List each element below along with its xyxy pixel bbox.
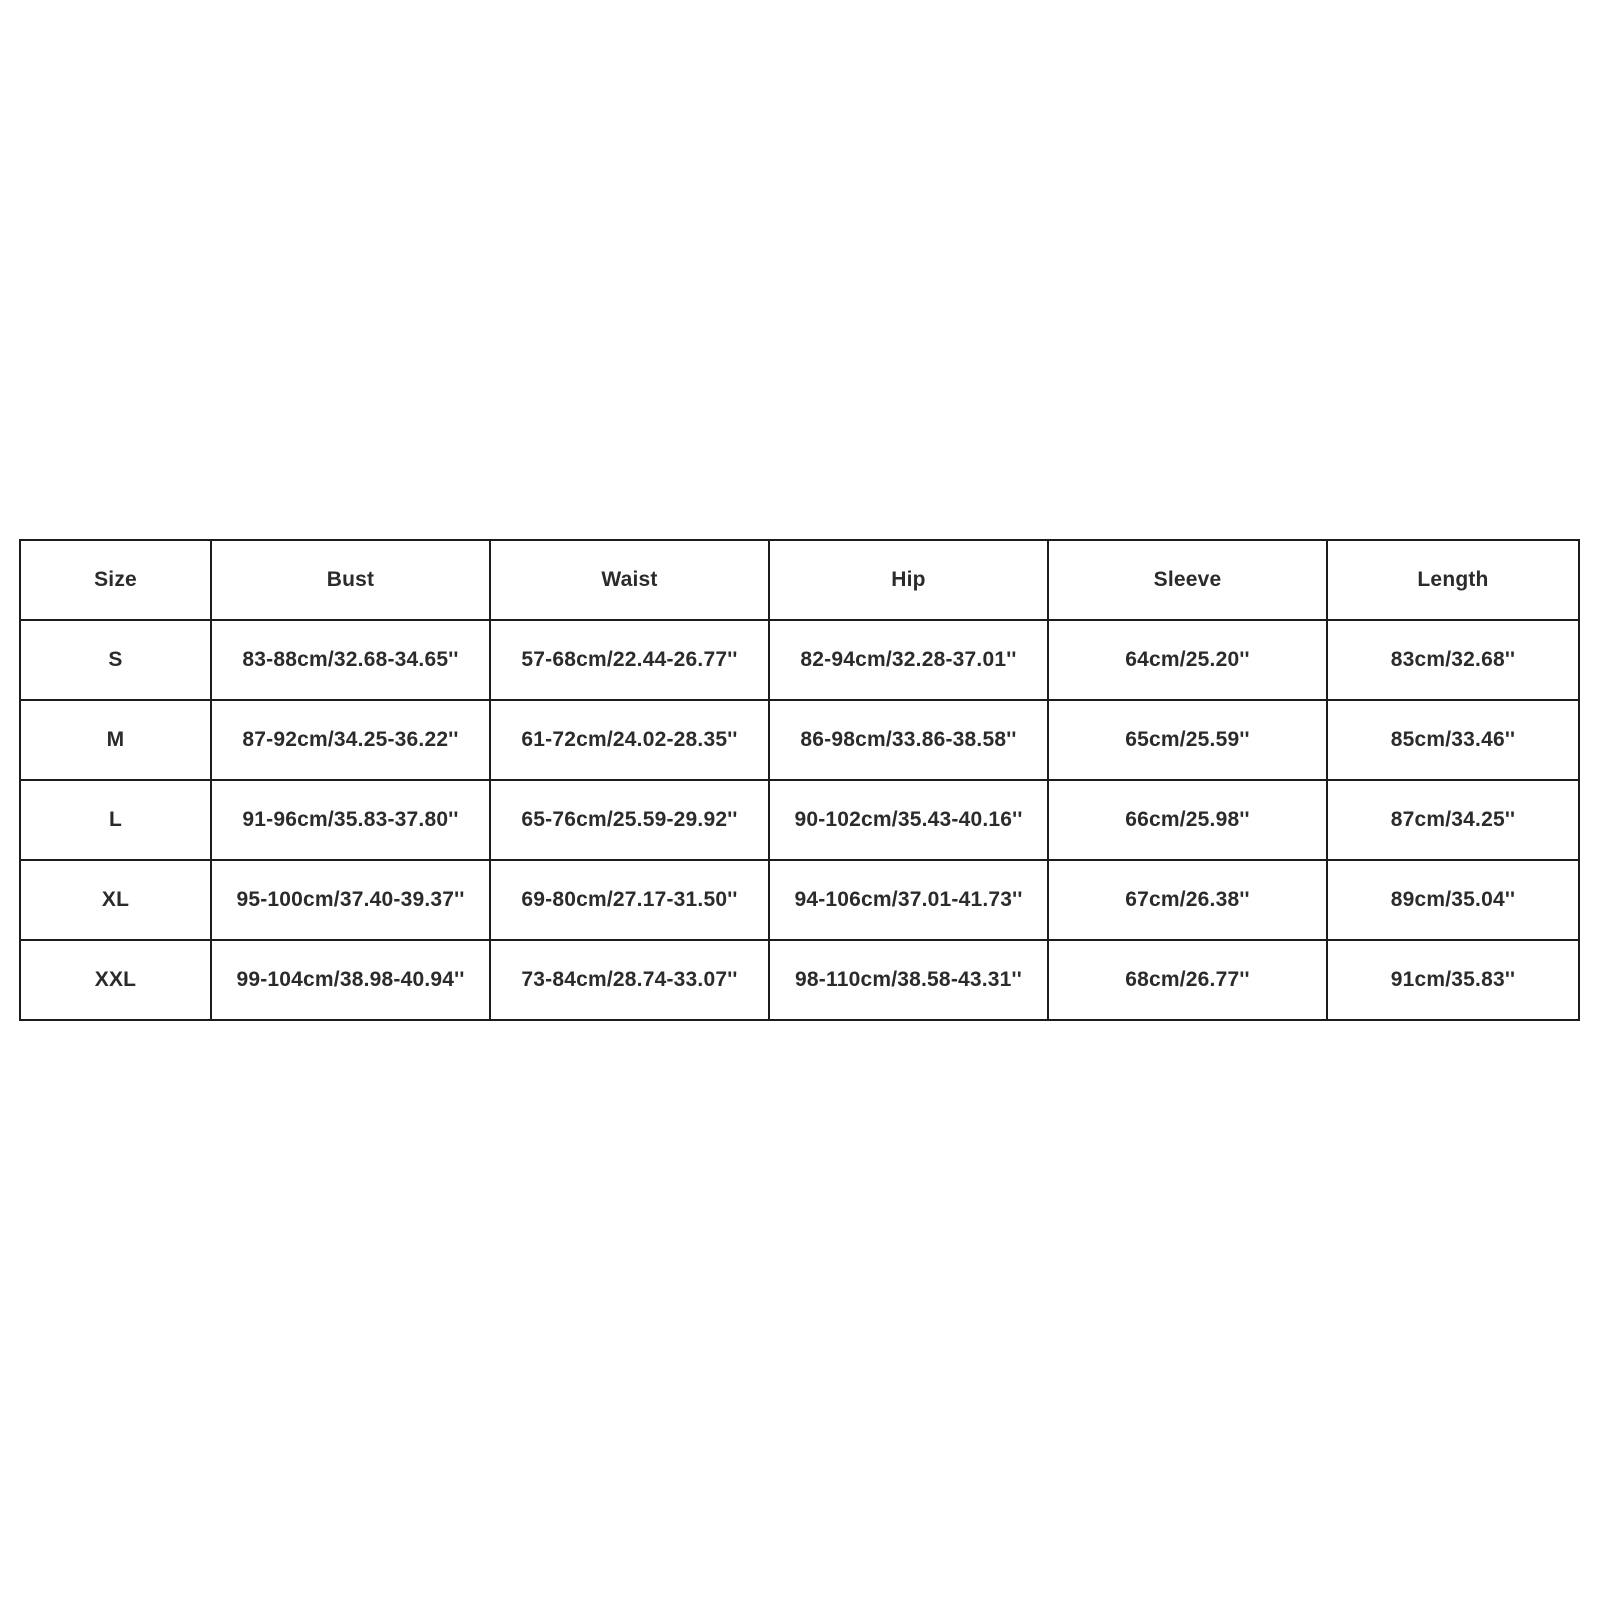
table-row: [20, 700, 1579, 780]
header-sleeve: Sleeve: [1048, 540, 1327, 620]
cell-waist: 73-84cm/28.74-33.07'': [490, 940, 769, 1020]
cell-hip: 98-110cm/38.58-43.31'': [769, 940, 1048, 1020]
table-row: [20, 860, 1579, 940]
cell-bust: 91-96cm/35.83-37.80'': [211, 780, 490, 860]
cell-length: 85cm/33.46'': [1327, 700, 1579, 780]
cell-waist: 57-68cm/22.44-26.77'': [490, 620, 769, 700]
table-row: [20, 940, 1579, 1020]
cell-length: 89cm/35.04'': [1327, 860, 1579, 940]
header-length: Length: [1327, 540, 1579, 620]
cell-bust: 95-100cm/37.40-39.37'': [211, 860, 490, 940]
cell-bust: 99-104cm/38.98-40.94'': [211, 940, 490, 1020]
table-row: [20, 780, 1579, 860]
header-hip: Hip: [769, 540, 1048, 620]
cell-bust: 83-88cm/32.68-34.65'': [211, 620, 490, 700]
cell-sleeve: 68cm/26.77'': [1048, 940, 1327, 1020]
header-bust: Bust: [211, 540, 490, 620]
cell-length: 91cm/35.83'': [1327, 940, 1579, 1020]
cell-length: 87cm/34.25'': [1327, 780, 1579, 860]
cell-waist: 65-76cm/25.59-29.92'': [490, 780, 769, 860]
cell-hip: 94-106cm/37.01-41.73'': [769, 860, 1048, 940]
cell-length: 83cm/32.68'': [1327, 620, 1579, 700]
cell-size: XXL: [20, 940, 211, 1020]
header-waist: Waist: [490, 540, 769, 620]
cell-size: XL: [20, 860, 211, 940]
cell-sleeve: 65cm/25.59'': [1048, 700, 1327, 780]
table-row: [20, 620, 1579, 700]
cell-sleeve: 66cm/25.98'': [1048, 780, 1327, 860]
cell-hip: 86-98cm/33.86-38.58'': [769, 700, 1048, 780]
cell-size: M: [20, 700, 211, 780]
cell-sleeve: 64cm/25.20'': [1048, 620, 1327, 700]
cell-hip: 82-94cm/32.28-37.01'': [769, 620, 1048, 700]
cell-waist: 61-72cm/24.02-28.35'': [490, 700, 769, 780]
cell-bust: 87-92cm/34.25-36.22'': [211, 700, 490, 780]
header-size: Size: [20, 540, 211, 620]
cell-hip: 90-102cm/35.43-40.16'': [769, 780, 1048, 860]
cell-size: L: [20, 780, 211, 860]
cell-sleeve: 67cm/26.38'': [1048, 860, 1327, 940]
cell-size: S: [20, 620, 211, 700]
cell-waist: 69-80cm/27.17-31.50'': [490, 860, 769, 940]
size-chart-table: [19, 539, 1580, 1021]
table-header-row: [20, 540, 1579, 620]
